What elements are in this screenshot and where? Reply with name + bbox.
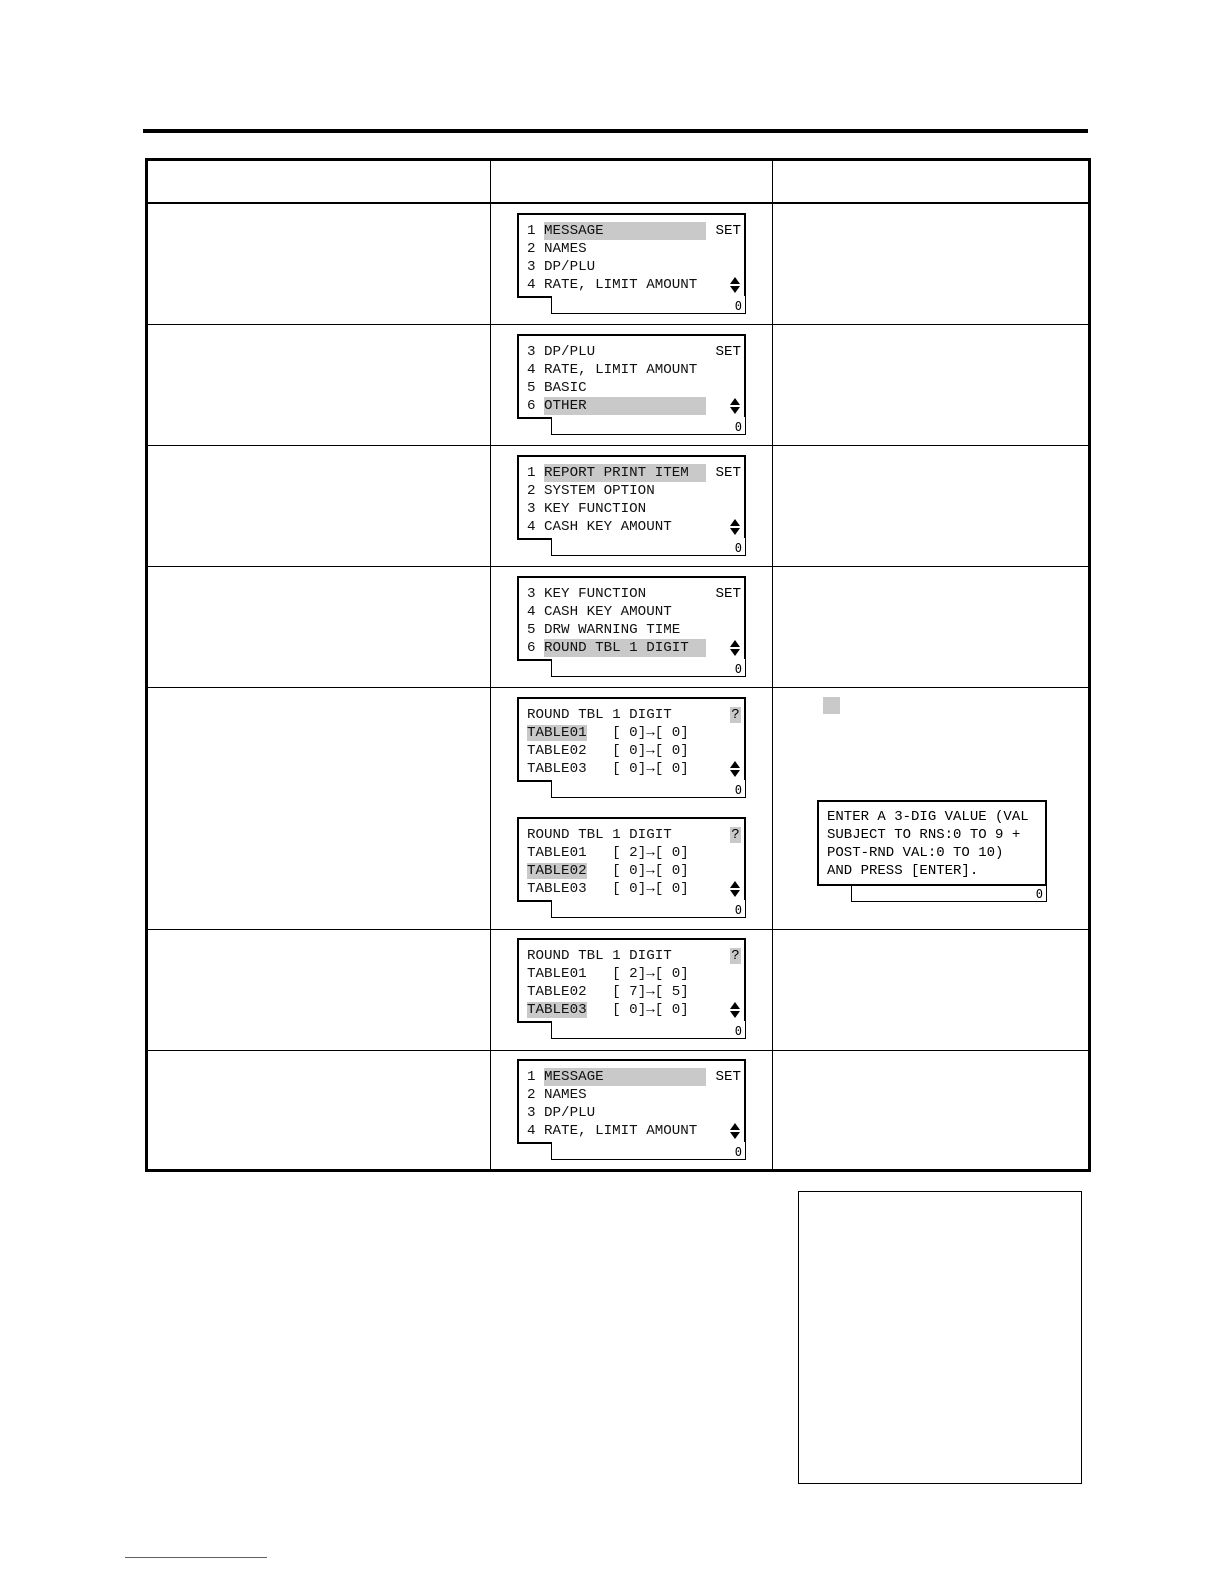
lcd-counter-tab — [551, 780, 746, 798]
up-down-arrow-icon — [730, 881, 740, 897]
lcd-counter-tab — [551, 296, 746, 314]
round-result-value: 0 — [663, 863, 681, 879]
hint-line: AND PRESS [ENTER]. — [827, 863, 979, 879]
note-box — [798, 1191, 1082, 1484]
round-source-value: 0 — [620, 761, 638, 777]
lcd-counter-tab — [551, 900, 746, 918]
round-result-value: 0 — [663, 845, 681, 861]
lcd-title: ROUND TBL 1 DIGIT — [527, 827, 672, 843]
menu-number: 2 — [527, 241, 536, 257]
query-indicator: ? — [731, 948, 740, 964]
lcd-screen — [517, 576, 746, 677]
row-divider — [148, 1050, 1088, 1051]
hint-display-frame — [817, 800, 1047, 886]
menu-number: 4 — [527, 362, 536, 378]
round-result-value: 0 — [663, 743, 681, 759]
menu-number: 3 — [527, 344, 536, 360]
lcd-menu-line — [527, 276, 697, 294]
menu-label: NAMES — [544, 241, 587, 257]
header-rule — [143, 129, 1088, 133]
lcd-counter: 0 — [734, 299, 742, 313]
menu-label: RATE, LIMIT AMOUNT — [544, 362, 698, 378]
set-indicator: SET — [715, 223, 741, 239]
menu-label: DP/PLU — [544, 1105, 596, 1121]
menu-number: 4 — [527, 604, 536, 620]
query-indicator: ? — [731, 707, 740, 723]
menu-label: ROUND TBL 1 DIGIT — [544, 639, 706, 657]
round-table-row: TABLE03 [ 0]→[ 0] — [527, 881, 689, 897]
lcd-menu-line — [527, 379, 587, 397]
round-result-value: 0 — [663, 881, 681, 897]
menu-number: 4 — [527, 277, 536, 293]
lcd-menu-line — [527, 639, 706, 657]
hint-line: POST-RND VAL:0 TO 10) — [827, 845, 1004, 861]
up-down-arrow-icon — [730, 277, 740, 293]
lcd-counter: 0 — [734, 420, 742, 434]
round-table-row: TABLE01 [ 2]→[ 0] — [527, 845, 689, 861]
round-source-value: 0 — [620, 863, 638, 879]
round-table-row: TABLE01 [ 0]→[ 0] — [527, 725, 689, 741]
lcd-menu-line — [527, 343, 595, 361]
lcd-title: ROUND TBL 1 DIGIT — [527, 948, 672, 964]
lcd-counter: 0 — [734, 541, 742, 555]
lcd-screen — [517, 334, 746, 435]
lcd-menu-line — [527, 621, 680, 639]
table-name: TABLE03 — [527, 761, 587, 777]
menu-label: CASH KEY AMOUNT — [544, 519, 672, 535]
hint-line: SUBJECT TO RNS:0 TO 9 + — [827, 827, 1021, 843]
lcd-menu-line — [527, 518, 672, 536]
round-source-value: 7 — [620, 984, 638, 1000]
set-indicator: SET — [715, 344, 741, 360]
menu-label: SYSTEM OPTION — [544, 483, 655, 499]
menu-number: 6 — [527, 398, 536, 414]
lcd-counter-tab — [551, 1021, 746, 1039]
lcd-counter: 0 — [734, 662, 742, 676]
hint-display — [817, 800, 1047, 902]
menu-label: RATE, LIMIT AMOUNT — [544, 277, 698, 293]
lcd-frame — [517, 576, 746, 661]
lcd-screen — [517, 938, 746, 1039]
menu-number: 5 — [527, 380, 536, 396]
table-name: TABLE02 — [527, 863, 587, 879]
round-source-value: 0 — [620, 725, 638, 741]
menu-label: OTHER — [544, 397, 706, 415]
menu-number: 1 — [527, 1069, 536, 1085]
menu-label: DRW WARNING TIME — [544, 622, 681, 638]
table-name: TABLE03 — [527, 1002, 587, 1018]
lcd-menu-line — [527, 603, 672, 621]
lcd-menu-line — [527, 1068, 706, 1086]
round-result-value: 0 — [663, 725, 681, 741]
round-source-value: 0 — [620, 881, 638, 897]
menu-label: BASIC — [544, 380, 587, 396]
round-table-row: TABLE03 [ 0]→[ 0] — [527, 761, 689, 777]
menu-number: 3 — [527, 259, 536, 275]
lcd-counter: 0 — [734, 1024, 742, 1038]
table-name: TABLE01 — [527, 845, 587, 861]
table-name: TABLE03 — [527, 881, 587, 897]
lcd-menu-line — [527, 1122, 697, 1140]
lcd-title: ROUND TBL 1 DIGIT — [527, 707, 672, 723]
lcd-menu-line — [527, 500, 646, 518]
lcd-screen — [517, 1059, 746, 1160]
menu-number: 5 — [527, 622, 536, 638]
menu-number: 3 — [527, 586, 536, 602]
set-indicator: SET — [715, 586, 741, 602]
lcd-menu-line — [527, 464, 706, 482]
round-table-row: TABLE02 [ 0]→[ 0] — [527, 743, 689, 759]
lcd-menu-line — [527, 1104, 595, 1122]
menu-number: 2 — [527, 1087, 536, 1103]
lcd-counter-tab — [551, 417, 746, 435]
menu-number: 4 — [527, 519, 536, 535]
round-result-value: 0 — [663, 966, 681, 982]
table-name: TABLE01 — [527, 725, 587, 741]
up-down-arrow-icon — [730, 519, 740, 535]
lcd-screen — [517, 455, 746, 556]
lcd-frame — [517, 697, 746, 782]
lcd-menu-line — [527, 585, 646, 603]
round-source-value: 0 — [620, 1002, 638, 1018]
menu-label: DP/PLU — [544, 259, 596, 275]
menu-label: DP/PLU — [544, 344, 596, 360]
lcd-frame — [517, 455, 746, 540]
lcd-screen — [517, 697, 746, 798]
menu-label: MESSAGE — [544, 1068, 706, 1086]
menu-number: 4 — [527, 1123, 536, 1139]
lcd-counter-tab — [551, 659, 746, 677]
menu-label: KEY FUNCTION — [544, 501, 647, 517]
hint-line: ENTER A 3-DIG VALUE (VAL — [827, 809, 1029, 825]
menu-number: 2 — [527, 483, 536, 499]
menu-number: 1 — [527, 465, 536, 481]
up-down-arrow-icon — [730, 640, 740, 656]
lcd-counter: 0 — [734, 903, 742, 917]
menu-label: REPORT PRINT ITEM — [544, 464, 706, 482]
column-divider — [490, 161, 491, 1169]
row-divider — [148, 566, 1088, 567]
table-name: TABLE02 — [527, 743, 587, 759]
menu-label: MESSAGE — [544, 222, 706, 240]
lcd-counter: 0 — [734, 1145, 742, 1159]
menu-label: NAMES — [544, 1087, 587, 1103]
menu-number: 3 — [527, 501, 536, 517]
lcd-menu-line — [527, 222, 706, 240]
round-source-value: 2 — [620, 845, 638, 861]
lcd-screen — [517, 213, 746, 314]
hint-counter: 0 — [1035, 887, 1043, 901]
header-row-divider — [148, 202, 1088, 204]
table-name: TABLE01 — [527, 966, 587, 982]
lcd-counter-tab — [551, 538, 746, 556]
row-divider — [148, 324, 1088, 325]
set-indicator: SET — [715, 1069, 741, 1085]
menu-label: KEY FUNCTION — [544, 586, 647, 602]
footer-link-underline — [125, 1557, 267, 1558]
lcd-frame — [517, 817, 746, 902]
menu-number: 6 — [527, 640, 536, 656]
lcd-frame — [517, 334, 746, 419]
table-name: TABLE02 — [527, 984, 587, 1000]
up-down-arrow-icon — [730, 761, 740, 777]
column-divider — [772, 161, 773, 1169]
up-down-arrow-icon — [730, 1002, 740, 1018]
menu-label: RATE, LIMIT AMOUNT — [544, 1123, 698, 1139]
menu-number: 1 — [527, 223, 536, 239]
round-source-value: 2 — [620, 966, 638, 982]
lcd-frame — [517, 938, 746, 1023]
round-result-value: 0 — [663, 1002, 681, 1018]
round-table-row: TABLE03 [ 0]→[ 0] — [527, 1002, 689, 1018]
set-indicator: SET — [715, 465, 741, 481]
round-table-row: TABLE02 [ 7]→[ 5] — [527, 984, 689, 1000]
lcd-menu-line — [527, 397, 706, 415]
lcd-menu-line — [527, 1086, 587, 1104]
round-result-value: 0 — [663, 761, 681, 777]
lcd-screen — [517, 817, 746, 918]
round-table-row: TABLE02 [ 0]→[ 0] — [527, 863, 689, 879]
lcd-menu-line — [527, 361, 697, 379]
lcd-menu-line — [527, 258, 595, 276]
row-divider — [148, 445, 1088, 446]
menu-label: CASH KEY AMOUNT — [544, 604, 672, 620]
lcd-menu-line — [527, 482, 655, 500]
round-table-row: TABLE01 [ 2]→[ 0] — [527, 966, 689, 982]
round-result-value: 5 — [663, 984, 681, 1000]
row-divider — [148, 929, 1088, 930]
row-divider — [148, 687, 1088, 688]
cursor-key-symbol — [823, 697, 840, 714]
menu-number: 3 — [527, 1105, 536, 1121]
query-indicator: ? — [731, 827, 740, 843]
lcd-frame — [517, 213, 746, 298]
up-down-arrow-icon — [730, 1123, 740, 1139]
up-down-arrow-icon — [730, 398, 740, 414]
round-source-value: 0 — [620, 743, 638, 759]
lcd-counter: 0 — [734, 783, 742, 797]
lcd-counter-tab — [551, 1142, 746, 1160]
hint-counter-tab — [851, 884, 1047, 902]
lcd-menu-line — [527, 240, 587, 258]
lcd-frame — [517, 1059, 746, 1144]
